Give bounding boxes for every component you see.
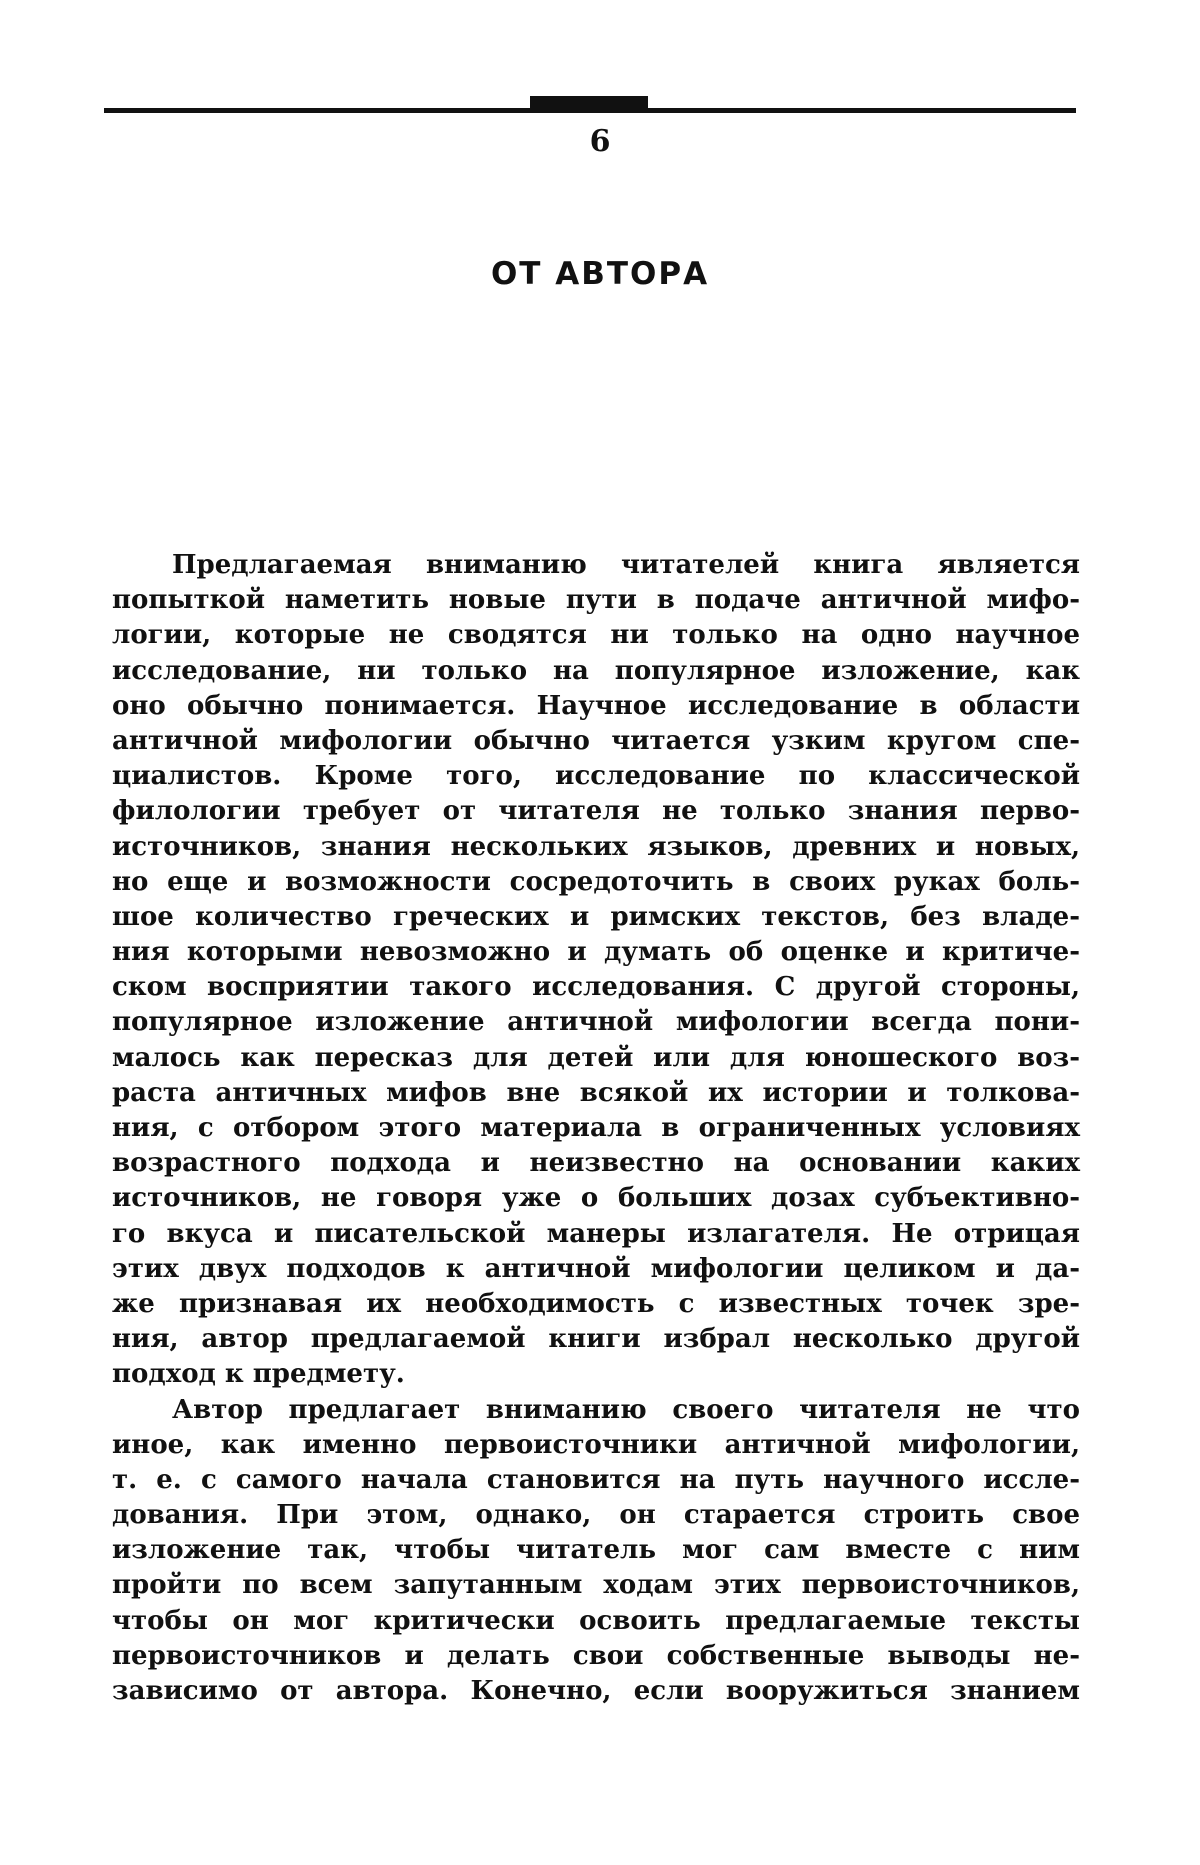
text-line: источников, не говоря уже о больших дозах субъективно- xyxy=(112,1183,1080,1214)
header-rule-ornament xyxy=(530,96,648,112)
text-line: ском восприятии такого исследования. С другой стороны, xyxy=(112,972,1080,1003)
page-number: 6 xyxy=(589,124,611,159)
text-line: го вкуса и писательской манеры излагателя. Не отрицая xyxy=(112,1218,1080,1249)
text-line: шое количество греческих и римских текстов, без владе- xyxy=(112,901,1080,932)
text-line: зависимо от автора. Конечно, если вооружиться знанием xyxy=(112,1676,1080,1706)
text-line: Автор предлагает вниманию своего читателя не что xyxy=(172,1394,1080,1425)
text-line: ния, с отбором этого материала в ограниченных условиях xyxy=(112,1113,1080,1143)
text-line: источников, знания нескольких языков, древних и новых, xyxy=(112,831,1080,862)
text-line: античной мифологии обычно читается узким кругом спе- xyxy=(112,725,1080,756)
text-line: ния которыми невозможно и думать об оценке и критиче- xyxy=(112,937,1080,968)
text-line: популярное изложение античной мифологии всегда пони- xyxy=(112,1007,1080,1038)
text-line: логии, которые не сводятся ни только на одно научное xyxy=(112,620,1080,651)
text-line: циалистов. Кроме того, исследование по классической xyxy=(112,761,1080,792)
text-line: но еще и возможности сосредоточить в своих руках боль- xyxy=(112,866,1080,897)
text-line: первоисточников и делать свои собственные выводы не- xyxy=(112,1640,1080,1671)
text-line: малось как пересказ для детей или для юношеского воз- xyxy=(112,1042,1080,1073)
text-line: же признавая их необходимость с известных точек зре- xyxy=(112,1288,1080,1319)
text-line: подход к предмету. xyxy=(112,1359,405,1390)
text-line: Предлагаемая вниманию читателей книга является xyxy=(172,550,1080,580)
text-line: т. е. с самого начала становится на путь научного иссле- xyxy=(112,1464,1080,1495)
text-line: изложение так, чтобы читатель мог сам вместе с ним xyxy=(112,1535,1080,1566)
text-line: пройти по всем запутанным ходам этих первоисточников, xyxy=(112,1570,1080,1601)
text-line: этих двух подходов к античной мифологии целиком и да- xyxy=(112,1253,1080,1284)
text-line: чтобы он мог критически освоить предлагаемые тексты xyxy=(112,1605,1080,1636)
text-line: дования. При этом, однако, он старается строить свое xyxy=(112,1500,1080,1531)
text-line: иное, как именно первоисточники античной мифологии, xyxy=(112,1429,1080,1460)
text-line: попыткой наметить новые пути в подаче античной мифо- xyxy=(112,585,1080,616)
text-line: возрастного подхода и неизвестно на основании каких xyxy=(112,1148,1080,1179)
body-text xyxy=(112,548,1080,1709)
text-line: филологии требует от читателя не только знания перво- xyxy=(112,796,1080,827)
text-line: ния, автор предлагаемой книги избрал несколько другой xyxy=(112,1324,1080,1355)
page-title: ОТ АВТОРА xyxy=(490,256,710,292)
text-line: исследование, ни только на популярное изложение, как xyxy=(112,655,1080,686)
text-line: раста античных мифов вне всякой их истории и толкова- xyxy=(112,1077,1080,1108)
text-line: оно обычно понимается. Научное исследование в области xyxy=(112,690,1080,721)
